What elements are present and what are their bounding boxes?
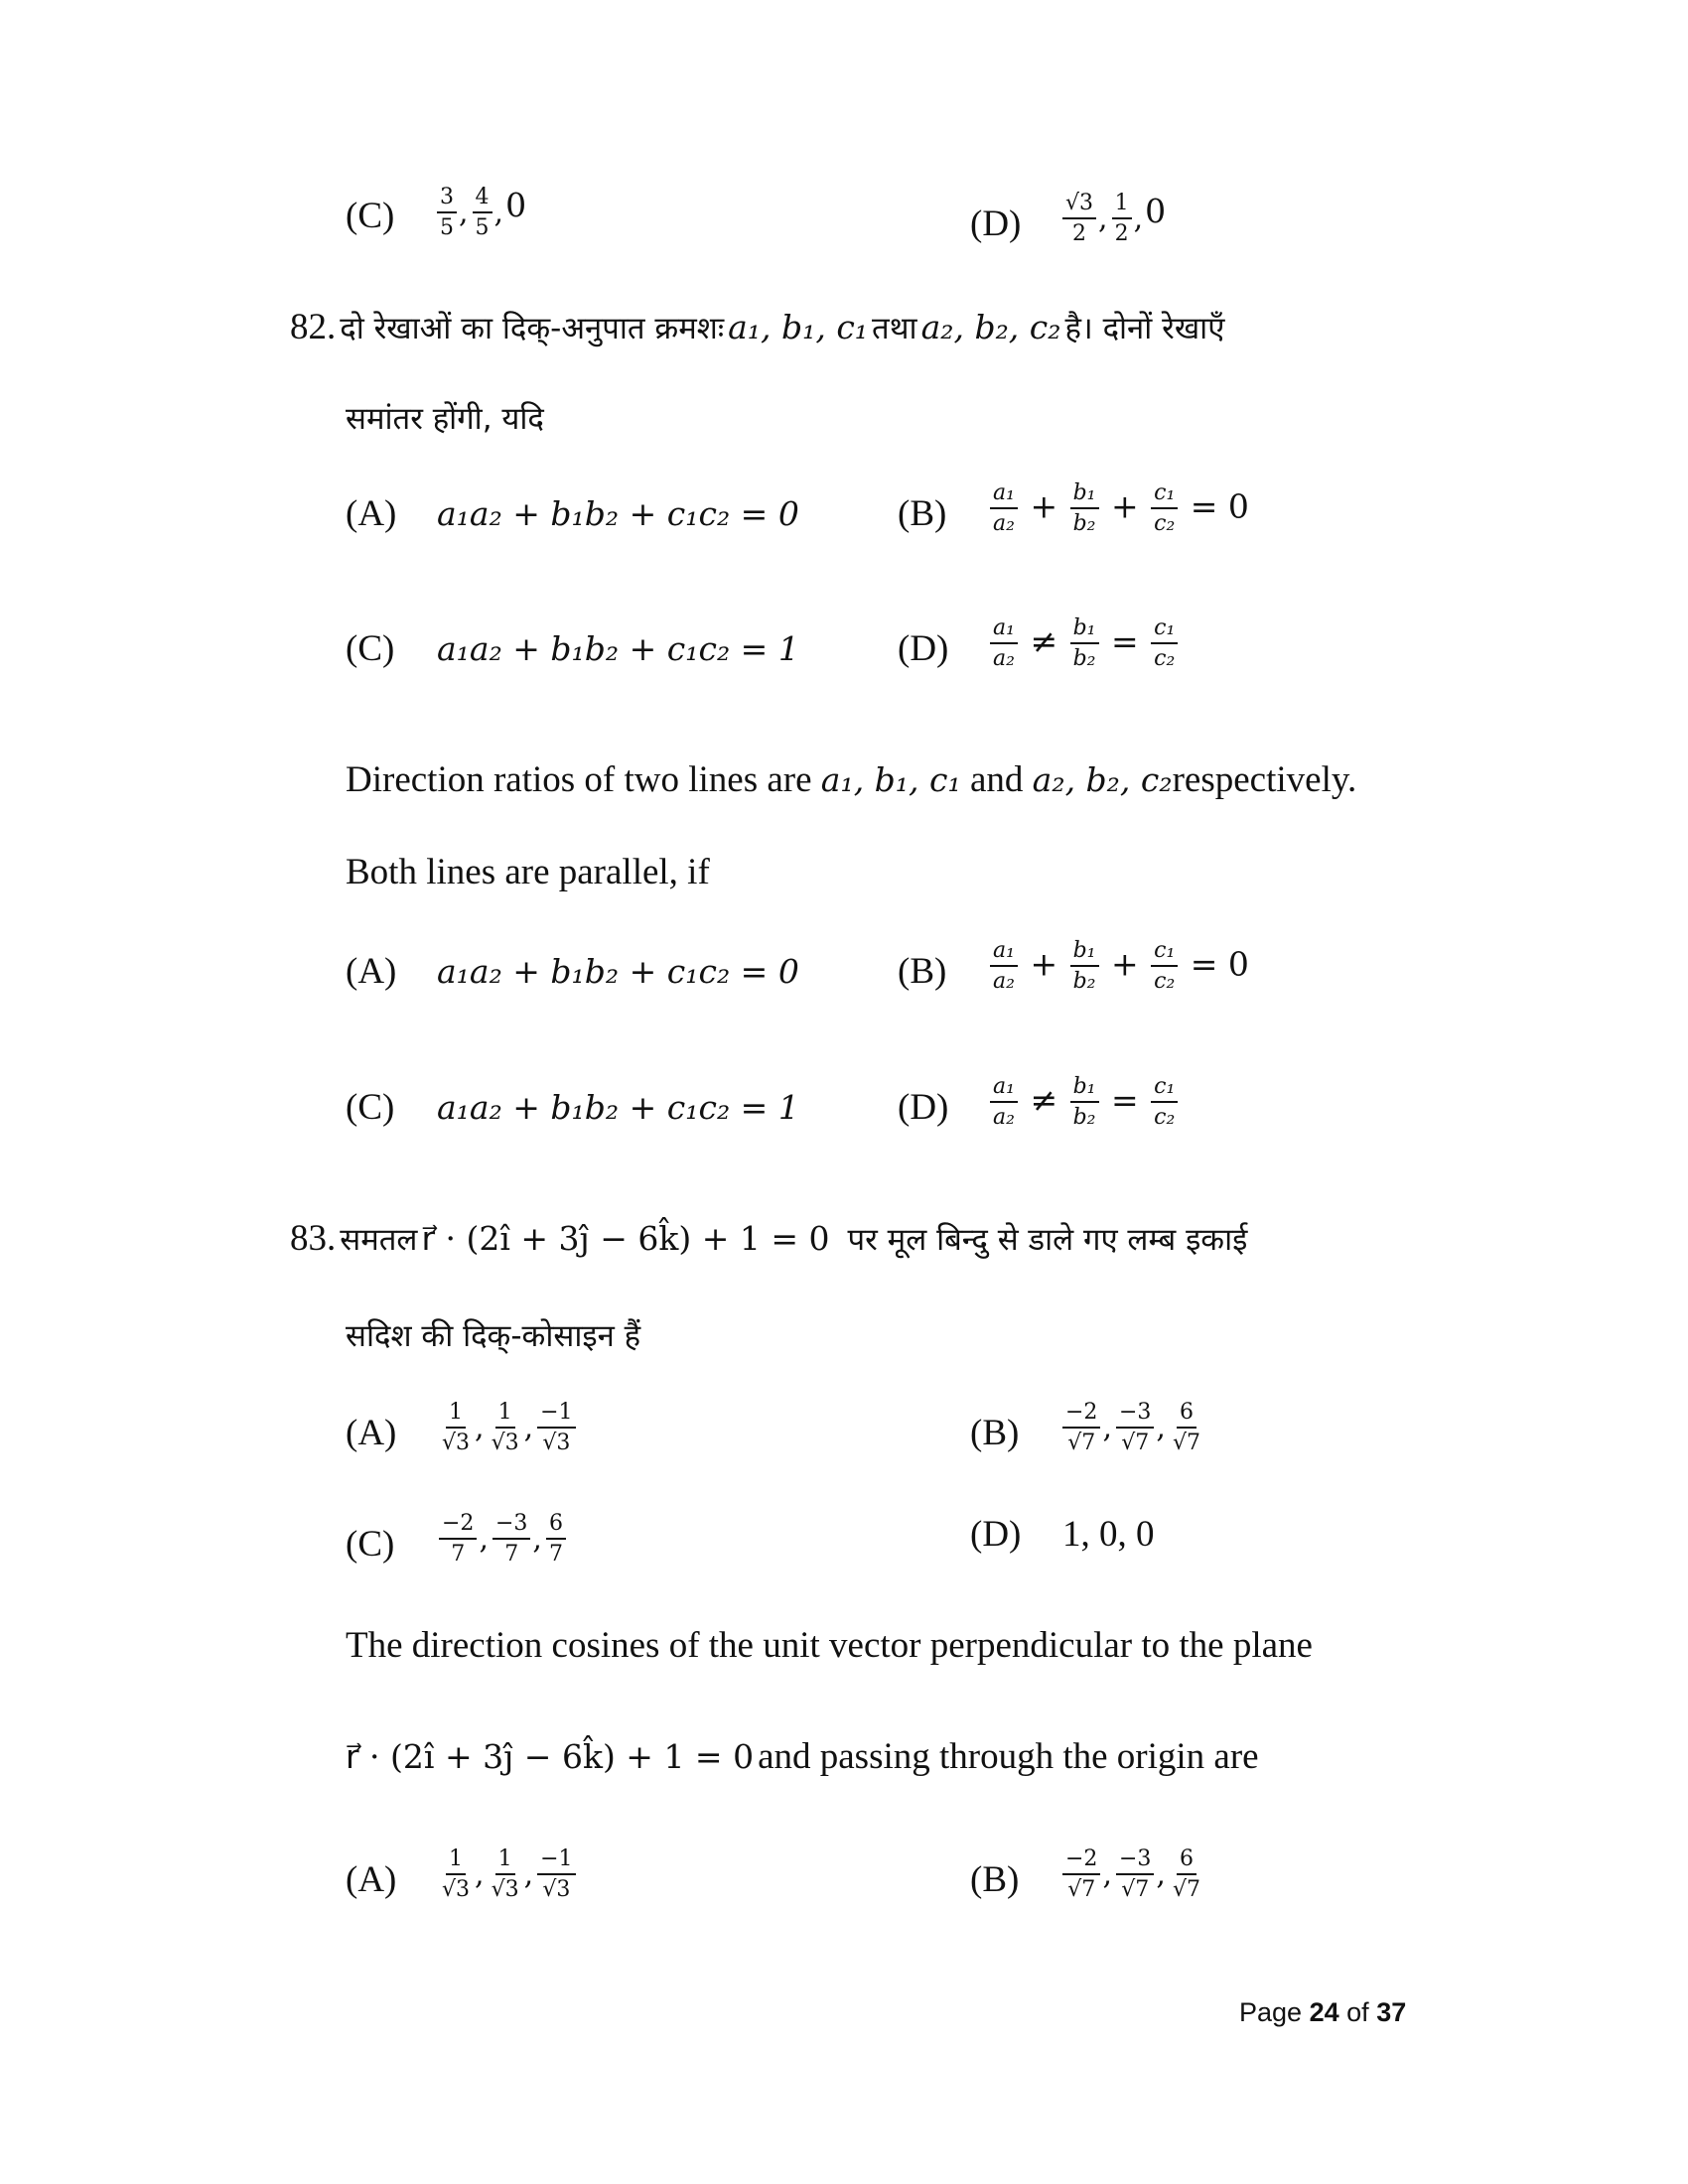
denominator: a₂ (993, 646, 1015, 672)
numerator: a₁ (990, 480, 1018, 509)
q82-e-option-b-label: (B) (898, 951, 947, 992)
question-text: पर मूल बिन्दु से डाले गए लम्ब इकाई (847, 1222, 1248, 1258)
equation-tail: = 0 (1190, 944, 1249, 984)
value-term: 0 (1145, 191, 1167, 230)
denominator: 5 (475, 215, 490, 241)
math-vars: a₂, b₂, c₂ (1032, 760, 1173, 799)
q81-option-c-label: (C) (346, 196, 395, 236)
page-prefix: Page (1239, 1997, 1303, 2027)
fraction (1112, 191, 1132, 247)
operator: ≠ (1030, 621, 1058, 661)
q81-option-d-label: (D) (970, 204, 1022, 244)
q82-question-hindi-line2: समांतर होंगी, यदि (346, 401, 544, 437)
question-text: तथा (872, 311, 917, 346)
q83-question-english-line2 (346, 1735, 1259, 1778)
math-vars: a₁, b₁, c₁ (820, 760, 961, 799)
numerator: a₁ (990, 615, 1018, 644)
numerator: 3 (437, 185, 457, 213)
q82-question-english (346, 758, 1356, 801)
question-text: respectively. (1172, 759, 1357, 800)
numerator: −3 (1116, 1400, 1154, 1429)
q82-h-option-c-value: a₁a₂ + b₁b₂ + c₁c₂ = 1 (437, 629, 799, 668)
numerator: 6 (546, 1511, 566, 1540)
denominator: b₂ (1072, 646, 1096, 672)
numerator: c₁ (1151, 938, 1178, 967)
page-current: 24 (1309, 1997, 1339, 2027)
q83-h-option-b-label: (B) (970, 1413, 1020, 1453)
q82-e-option-a-value: a₁a₂ + b₁b₂ + c₁c₂ = 0 (437, 952, 799, 991)
equation-tail: = 0 (1190, 486, 1249, 526)
denominator: 2 (1072, 221, 1086, 247)
fraction (473, 185, 492, 241)
denominator: c₂ (1154, 511, 1176, 537)
numerator: 1 (495, 1400, 515, 1429)
page-footer (1239, 1997, 1406, 2028)
value-term: 0 (505, 185, 527, 224)
denominator: b₂ (1072, 511, 1096, 537)
q82-h-option-b-value (988, 480, 1249, 537)
question-text: है। दोनों रेखाएँ (1064, 311, 1225, 346)
question-number: 83. (290, 1218, 337, 1259)
numerator: 1 (1112, 191, 1132, 219)
q83-h-option-d-label: (D) (970, 1514, 1022, 1555)
q82-e-option-c-label: (C) (346, 1087, 395, 1128)
numerator: 1 (495, 1846, 515, 1875)
q82-question-hindi (290, 306, 1224, 348)
denominator: c₂ (1154, 969, 1176, 995)
numerator: −2 (439, 1511, 477, 1540)
numerator: c₁ (1151, 1074, 1178, 1103)
denominator: √3 (491, 1877, 519, 1903)
numerator: b₁ (1070, 938, 1099, 967)
q82-e-option-d-value (988, 1074, 1180, 1131)
question-text: and (969, 759, 1024, 800)
denominator: a₂ (993, 511, 1015, 537)
q83-question-english: The direction cosines of the unit vector perpendicular to the plane (346, 1625, 1313, 1666)
denominator: 7 (548, 1542, 563, 1568)
q82-e-option-d-label: (D) (898, 1087, 949, 1128)
numerator: 6 (1177, 1846, 1196, 1875)
numerator: 6 (1177, 1400, 1196, 1429)
q83-h-option-b-value: $\frac{-2}{√7}$ , $\frac{-3}{√7}$ , $\frac{6}{√7}$ (1060, 1400, 1205, 1456)
q82-e-option-b-value (988, 938, 1249, 995)
operator: + (1111, 486, 1139, 526)
q83-question-hindi-line2: सदिश की दिक्-कोसाइन हैं (346, 1318, 641, 1354)
q83-h-option-a-value: $\frac{1}{√3}$ , $\frac{1}{√3}$ , $\frac{-1}{√3}$ (437, 1400, 578, 1456)
q83-e-option-b-label: (B) (970, 1859, 1020, 1900)
fraction (437, 185, 457, 241)
operator: = (1111, 1080, 1139, 1120)
denominator: √7 (1121, 1431, 1150, 1456)
math-vars: a₁, b₁, c₁ (728, 308, 869, 346)
denominator: √7 (1121, 1877, 1150, 1903)
operator: + (1030, 944, 1058, 984)
plane-equation: r⃗ · (2î + 3ĵ − 6k̂) + 1 = 0 (421, 1219, 830, 1258)
denominator: 7 (504, 1542, 519, 1568)
operator: = (1111, 621, 1139, 661)
numerator: −1 (537, 1846, 575, 1875)
operator: ≠ (1030, 1080, 1058, 1120)
numerator: 1 (446, 1846, 466, 1875)
page-total: 37 (1376, 1997, 1407, 2027)
numerator: c₁ (1151, 480, 1178, 509)
numerator: a₁ (990, 1074, 1018, 1103)
q83-h-option-c-value: $\frac{-2}{7}$ , $\frac{-3}{7}$ , $\frac{6}{7}$ (437, 1511, 568, 1568)
numerator: a₁ (990, 938, 1018, 967)
denominator: 2 (1114, 221, 1129, 247)
denominator: √3 (491, 1431, 519, 1456)
denominator: √3 (442, 1877, 471, 1903)
operator: + (1030, 486, 1058, 526)
q82-e-option-a-label: (A) (346, 951, 397, 992)
numerator: b₁ (1070, 1074, 1099, 1103)
denominator: √3 (542, 1877, 571, 1903)
q83-h-option-d-value: 1, 0, 0 (1062, 1514, 1155, 1555)
question-text: and passing through the origin are (758, 1736, 1259, 1777)
denominator: c₂ (1154, 1105, 1176, 1131)
denominator: b₂ (1072, 969, 1096, 995)
q82-question-english-line2: Both lines are parallel, if (346, 852, 710, 892)
denominator: √7 (1172, 1877, 1200, 1903)
fraction (1062, 191, 1096, 247)
numerator: b₁ (1070, 615, 1099, 644)
page-of: of (1346, 1997, 1369, 2027)
q83-e-option-b-value: $\frac{-2}{√7}$ , $\frac{-3}{√7}$ , $\frac{6}{√7}$ (1060, 1846, 1205, 1903)
q82-h-option-a-label: (A) (346, 493, 397, 534)
numerator: 4 (473, 185, 492, 213)
numerator: −1 (537, 1400, 575, 1429)
numerator: −2 (1062, 1400, 1100, 1429)
numerator: c₁ (1151, 615, 1178, 644)
q82-h-option-d-value (988, 615, 1180, 672)
denominator: √7 (1067, 1431, 1096, 1456)
plane-equation: r⃗ · (2î + 3ĵ − 6k̂) + 1 = 0 (346, 1737, 755, 1776)
numerator: −3 (492, 1511, 530, 1540)
denominator: 7 (451, 1542, 466, 1568)
q81-option-d-value: $\frac{√3}{2}$ , $\frac{1}{2}$ ,0 (1060, 191, 1166, 247)
q83-e-option-a-label: (A) (346, 1859, 397, 1900)
q83-h-option-a-label: (A) (346, 1413, 397, 1453)
denominator: √3 (542, 1431, 571, 1456)
question-number: 82. (290, 307, 337, 347)
question-text: दो रेखाओं का दिक्-अनुपात क्रमशः (340, 311, 725, 346)
denominator: √7 (1172, 1431, 1200, 1456)
denominator: b₂ (1072, 1105, 1096, 1131)
q81-option-c-value: $\frac{3}{5}$ , $\frac{4}{5}$ ,0 (435, 185, 526, 241)
numerator: −3 (1116, 1846, 1154, 1875)
math-vars: a₂, b₂, c₂ (920, 308, 1061, 346)
denominator: √3 (442, 1431, 471, 1456)
q83-h-option-c-label: (C) (346, 1524, 395, 1565)
q83-question-hindi (290, 1217, 1247, 1260)
q83-e-option-a-value: $\frac{1}{√3}$ , $\frac{1}{√3}$ , $\frac{-1}{√3}$ (437, 1846, 578, 1903)
denominator: a₂ (993, 969, 1015, 995)
question-text: समतल (340, 1222, 418, 1258)
operator: + (1111, 944, 1139, 984)
denominator: √7 (1067, 1877, 1096, 1903)
q82-h-option-d-label: (D) (898, 628, 949, 669)
denominator: a₂ (993, 1105, 1015, 1131)
q82-h-option-a-value: a₁a₂ + b₁b₂ + c₁c₂ = 0 (437, 494, 799, 533)
numerator: b₁ (1070, 480, 1099, 509)
numerator: −2 (1062, 1846, 1100, 1875)
q82-e-option-c-value: a₁a₂ + b₁b₂ + c₁c₂ = 1 (437, 1088, 799, 1127)
denominator: c₂ (1154, 646, 1176, 672)
question-text: Direction ratios of two lines are (346, 759, 812, 800)
numerator: √3 (1062, 191, 1096, 219)
q82-h-option-b-label: (B) (898, 493, 947, 534)
q82-h-option-c-label: (C) (346, 628, 395, 669)
denominator: 5 (440, 215, 454, 241)
numerator: 1 (446, 1400, 466, 1429)
